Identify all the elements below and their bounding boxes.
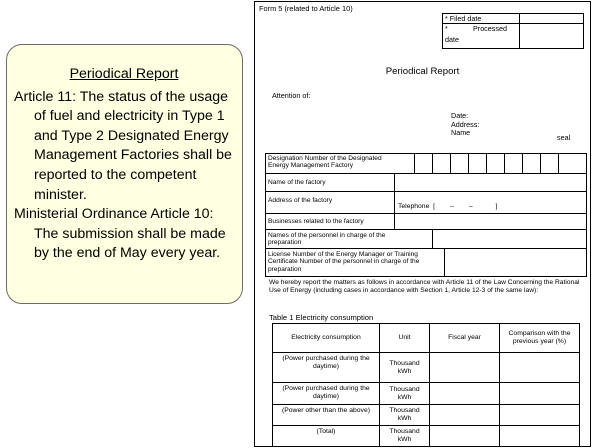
row-divider	[444, 249, 445, 276]
table1-caption: Table 1 Electricity consumption	[269, 313, 374, 322]
license-label: License Number of the Energy Manager or Training Certificate Number of the personnel in charge of the preparation	[268, 251, 420, 273]
personnel-row	[266, 230, 586, 249]
filed-date-row	[443, 14, 583, 24]
filed-date-label: * Filed date	[445, 14, 482, 23]
factory-info-table	[265, 153, 587, 277]
table-row	[273, 383, 580, 405]
name-label: Name	[451, 128, 471, 138]
address-label: Address:	[451, 119, 480, 129]
digit-box[interactable]	[558, 154, 559, 173]
report-statement: We hereby report the matters as follows in accordance with Article 11 of the Law Concerning the Rational Use of Energy (including cases in accordance with Section 1, Article 12-3 of the same law):	[269, 279, 580, 294]
table1-row-unit: Thousand kWh	[380, 405, 430, 426]
form-header: Form 5 (related to Article 10)	[259, 4, 353, 13]
table1-header-comparison: Comparison with the previous year (%)	[500, 324, 580, 353]
electricity-consumption-table	[272, 323, 580, 447]
filed-date-box	[442, 13, 584, 49]
table1-row-unit: Thousand kWh	[380, 353, 430, 383]
digit-box[interactable]	[504, 154, 505, 173]
processed-date-label: date	[445, 35, 459, 44]
fiscal-year-cell[interactable]	[430, 353, 500, 383]
table1-header-row	[273, 324, 580, 353]
telephone-field[interactable]: Telephone [ – – ]	[398, 203, 498, 210]
factory-address-label: Address of the factory	[268, 197, 333, 204]
fiscal-year-cell[interactable]	[430, 383, 500, 405]
table-row	[273, 405, 580, 426]
businesses-row	[266, 214, 586, 230]
row-divider	[394, 174, 395, 191]
row-divider	[432, 230, 433, 248]
filed-box-divider	[519, 14, 520, 48]
table-row	[273, 353, 580, 383]
row-divider	[394, 214, 395, 229]
license-row	[266, 249, 586, 276]
designation-label: Designation Number of the Designated Energy Management Factory	[268, 155, 382, 170]
digit-box[interactable]	[414, 154, 415, 173]
factory-address-row	[266, 192, 586, 214]
comparison-cell[interactable]	[500, 426, 580, 447]
sender-block	[451, 112, 479, 138]
row-divider	[394, 192, 395, 213]
comparison-cell[interactable]	[500, 353, 580, 383]
designation-row	[266, 154, 586, 174]
table1-row-unit: Thousand kWh	[380, 426, 430, 447]
digit-box[interactable]	[540, 154, 541, 173]
processed-date-row	[443, 24, 583, 49]
digit-box[interactable]	[522, 154, 523, 173]
date-label: Date:	[451, 111, 469, 120]
digit-box[interactable]	[486, 154, 487, 173]
table1-row-label: (Total)	[273, 426, 380, 447]
table1-row-unit: Thousand kWh	[380, 383, 430, 405]
explanation-callout	[6, 44, 243, 304]
fiscal-year-cell[interactable]	[430, 405, 500, 426]
seal-label: seal	[557, 133, 571, 142]
table1-row-label: (Power other than the above)	[273, 405, 380, 426]
digit-box[interactable]	[468, 154, 469, 173]
table1-row-label: (Power purchased during the daytime)	[273, 353, 380, 383]
digit-box[interactable]	[450, 154, 451, 173]
businesses-label: Businesses related to the factory	[268, 218, 364, 225]
personnel-label: Names of the personnel in charge of the preparation	[268, 232, 386, 247]
fiscal-year-cell[interactable]	[430, 426, 500, 447]
comparison-cell[interactable]	[500, 383, 580, 405]
form-title: Periodical Report	[385, 66, 460, 77]
table1-header-unit: Unit	[380, 324, 430, 353]
processed-star: *	[445, 24, 448, 33]
table1-header-consumption: Electricity consumption	[273, 324, 380, 353]
table1-header-fiscal-year: Fiscal year	[430, 324, 500, 353]
factory-name-row	[266, 174, 586, 192]
processed-label: Processed	[473, 24, 507, 33]
table1-row-label: (Power purchased during the daytime)	[273, 383, 380, 405]
factory-name-label: Name of the factory	[268, 179, 326, 186]
comparison-cell[interactable]	[500, 405, 580, 426]
digit-box[interactable]	[432, 154, 433, 173]
callout-article-11: Article 11: The status of the usage of fuel and electricity in Type 1 and Type 2 Designated Energy Management Factories shall be reported to the competent minister.	[14, 88, 232, 203]
form-5-document	[254, 1, 591, 447]
table-row	[273, 426, 580, 447]
callout-title: Periodical Report	[69, 66, 179, 82]
callout-ordinance-article-10: Ministerial Ordinance Article 10: The submission shall be made by the end of May every year.	[14, 206, 226, 262]
attention-label: Attention of:	[272, 91, 311, 100]
